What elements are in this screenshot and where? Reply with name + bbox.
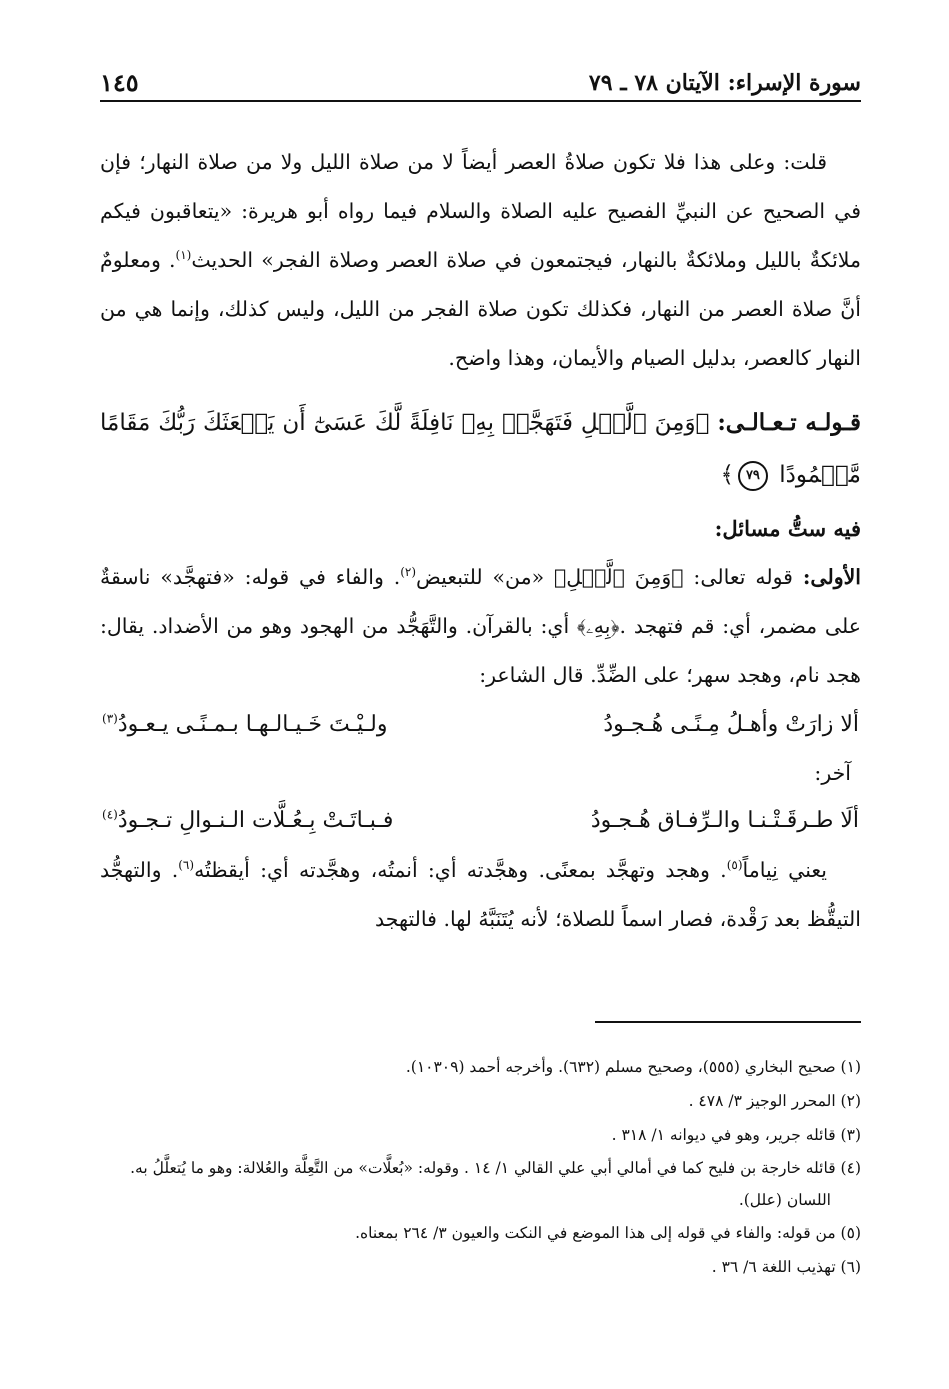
paragraph-2-text-a: قوله تعالى: ﴿وَمِنَ ٱلَّيۡلِ﴾ «من» للتبعيض (416, 565, 793, 589)
paragraph-2-text-b: . والفاء في قوله: «فتهجَّد» ناسقةٌ على مضمر، أي: قم فتهجد .﴿بِهِۦ﴾ أي: بالقرآن. والتَّهَجُّد من الهجود وهو من الأضداد. يقال: هجد نام، وهجد سهر؛ على الضِّدِّ. قال الشاعر: (100, 565, 861, 687)
poem-2-first-hemistich: ألَا طـرقَـتْـنـا والـرِّفـاق هُـجـودُ (590, 808, 859, 833)
main-text (100, 138, 861, 944)
ayah-number-icon: ٧٩ (738, 461, 768, 491)
issues-heading: فيه ستُّ مسائل: (714, 516, 861, 541)
page-number: ١٤٥ (100, 68, 139, 97)
paragraph-1-rest: . ومعلومٌ أنَّ صلاة العصر من النهار، فكذلك تكون صلاة الفجر من الليل، وليس كذلك، وإنما هي من النهار كالعصر، بدليل الصيام والأيمان، وهذا واضح. (100, 248, 861, 370)
paragraph-3-text-a: يعني نِياماً (742, 858, 827, 882)
footnote-1: (١) صحيح البخاري (٥٥٥)، وصحيح مسلم (٦٣٢). وأخرجه أحمد (١٠٣٠٩). (405, 1058, 861, 1076)
footnote-rule (595, 1021, 861, 1023)
paragraph-1-text: قلت: وعلى هذا فلا تكون صلاةُ العصر أيضاً لا من صلاة الليل ولا من صلاة النهار؛ فإن في الصحيح عن النبيِّ الفصيح عليه الصلاة والسلام فيما رواه أبو هريرة: «يتعاقبون فيكم ملائكةٌ بالليل وملائكةٌ بالنهار، فيجتمعون في صلاة العصر وصلاة الفجر» الحديث (100, 150, 861, 272)
footnote-ref-5: (٥) (726, 858, 743, 873)
page-header (100, 58, 861, 98)
verse-label: قـولـه تـعـالـى: (717, 409, 862, 436)
poem-1-second-text: ولـيْـتَ خَـيـالـهـا بـمـنًـى يـعـودُ (117, 712, 388, 737)
footnote-4: (٤) قائله خارجة بن فليح كما في أمالي أبي علي القالي ١/ ١٤ . وقوله: «بُعلَّات» من التَّعِلَّة والعُلالة: وهو ما يُتعلَّلُ به. اللسان (علل). (130, 1159, 861, 1209)
verse-close-bracket: ﴾ (720, 462, 734, 488)
paragraph-3-text-c: . والتهجُّد التيقُّظ بعد رَقْدة، فصار اسماً للصلاة؛ لأنه يُتَنَبَّهُ لها. فالتهجد (100, 858, 861, 931)
paragraph-3 (100, 846, 861, 944)
footnotes (100, 1050, 861, 1284)
paragraph-1 (100, 138, 861, 383)
poem-lead: آخر: (814, 761, 851, 785)
footnote-ref-3: (٣) (102, 711, 118, 726)
poem-2-second-hemistich (102, 796, 393, 846)
running-title: سورة الإسراء: الآيتان ٧٨ ـ ٧٩ (588, 70, 861, 96)
footnote-6: (٦) تهذيب اللغة ٦/ ٣٦ . (711, 1258, 861, 1276)
paragraph-3-text-b: . وهجد وتهجَّد بمعنًى. وهجَّدته أي: أنمتُه، وهجَّدته أي: أيقظتُه (194, 858, 727, 882)
footnote-3: (٣) قائله جرير، وهو في ديوانه ١/ ٣١٨ . (611, 1126, 861, 1144)
verse-text: ﴿وَمِنَ ٱلَّيۡلِ فَتَهَجَّدۡ بِهِۦ نَافِلَةً لَّكَ عَسَىٰٓ أَن يَبۡعَثَكَ رَبُّكَ مَقَامًا مَّحۡمُودًا (100, 410, 861, 488)
poem-2-second-text: فـبـاتَـتْ بِـعُـلَّات الـنـوالِ تـجـودُ (117, 808, 394, 833)
quran-verse (100, 397, 861, 501)
footnote-ref-2: (٢) (400, 565, 417, 580)
poem-verse-1 (100, 700, 861, 750)
footnote-5: (٥) من قوله: والفاء في قوله إلى هذا الموضع في النكت والعيون ٣/ ٢٦٤ بمعناه. (355, 1224, 861, 1242)
paragraph-2 (100, 553, 861, 700)
footnote-ref-4: (٤) (102, 807, 118, 822)
header-rule (100, 100, 861, 102)
poem-verse-2 (100, 796, 861, 846)
footnote-ref-1: (١) (175, 248, 192, 263)
poem-1-first-hemistich: ألا زارَتْ وأهـلُ مِـنًـى هُـجـودُ (603, 712, 859, 737)
poem-1-second-hemistich (102, 700, 387, 750)
footnote-ref-6: (٦) (178, 858, 195, 873)
issue-label-first: الأولى: (802, 565, 861, 589)
footnote-2: (٢) المحرر الوجيز ٣/ ٤٧٨ . (688, 1092, 861, 1110)
